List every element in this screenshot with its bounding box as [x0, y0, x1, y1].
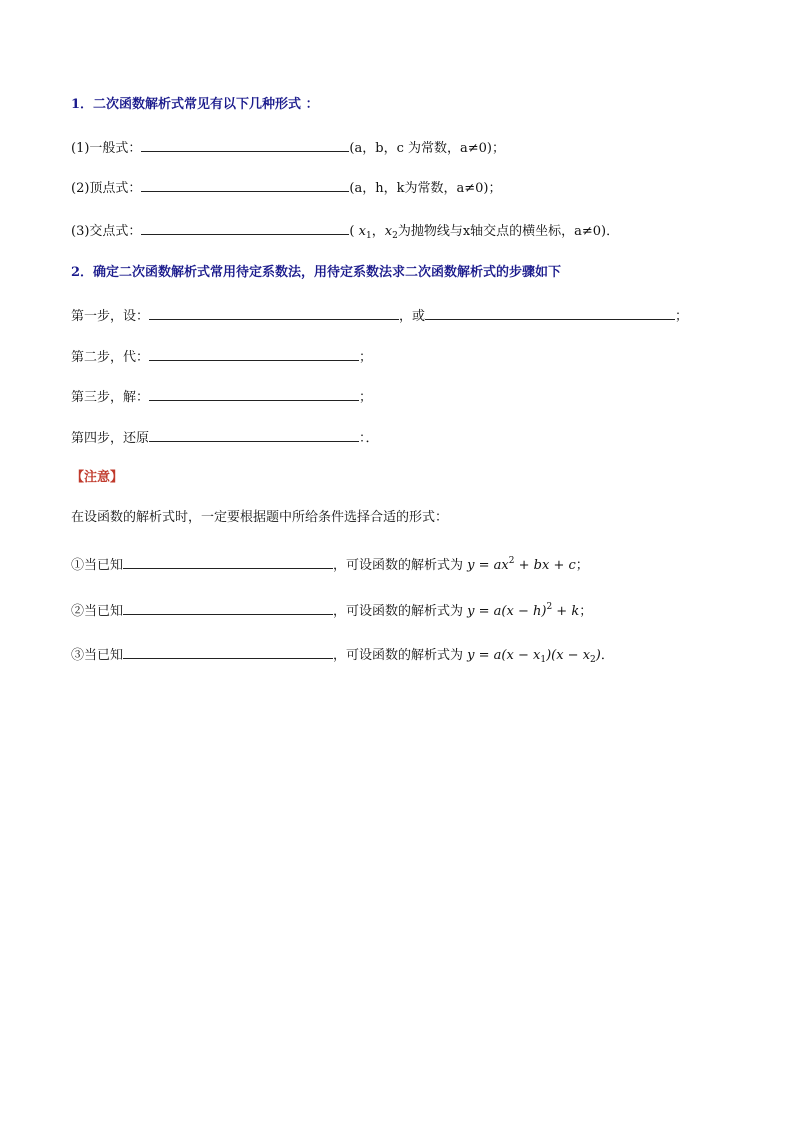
step1-blank-a[interactable]: [149, 307, 399, 320]
step3-end: ；: [359, 390, 373, 405]
formula-general: $y = ax^2$ + bx + c: [467, 556, 576, 573]
general-form-blank[interactable]: [141, 139, 349, 152]
x1-symbol: x: [358, 224, 366, 239]
intercept-form-note: 为抛物线与x轴交点的横坐标，a≠0)．: [397, 224, 620, 239]
note-item-1-end: ；: [575, 558, 589, 573]
step1-blank-b[interactable]: [425, 307, 675, 320]
step1-line: [71, 307, 688, 325]
note-item-1-blank[interactable]: [123, 556, 333, 569]
x1-subscript: 1: [365, 231, 372, 241]
note-item-3: [71, 646, 614, 668]
intercept-sep: ，: [371, 224, 385, 239]
step1-end: ；: [675, 309, 689, 324]
formula-vertex: $y = a(x - h)^2 + k$: [467, 602, 580, 619]
note-item-2-prefix: ②当已知: [71, 604, 124, 619]
step3-line: [71, 388, 372, 406]
x2-symbol: x: [384, 224, 393, 239]
step4-end: ：．: [359, 431, 379, 446]
note-item-3-end: ．: [600, 648, 614, 663]
note-item-3-text: ，可设函数的解析式为: [333, 648, 464, 663]
formula-intercept: $y = a(x - x_1)(x - x_2)$: [467, 648, 601, 665]
note-item-2-text: ，可设函数的解析式为: [333, 604, 464, 619]
vertex-form-label: (2)顶点式：: [71, 181, 142, 196]
step4-label: 第四步，还原: [71, 431, 150, 446]
note-item-3-prefix: ③当已知: [71, 648, 124, 663]
vertex-form-line: [71, 179, 501, 197]
step3-blank[interactable]: [149, 388, 359, 401]
general-form-line: [71, 139, 505, 157]
intercept-form-line: [71, 222, 619, 244]
step2-end: ；: [359, 350, 373, 365]
step2-blank[interactable]: [149, 348, 359, 361]
general-form-label: (1)一般式：: [71, 141, 142, 156]
note-item-1-prefix: ①当已知: [71, 558, 124, 573]
step4-blank[interactable]: [149, 429, 359, 442]
intercept-form-blank[interactable]: [141, 222, 349, 235]
step1-or: ，或: [399, 309, 426, 324]
note-label: 【注意】: [71, 470, 124, 485]
step3-label: 第三步，解：: [71, 390, 150, 405]
note-item-2-blank[interactable]: [123, 602, 333, 615]
step4-line: [71, 429, 379, 447]
step2-line: [71, 348, 372, 366]
note-item-2-end: ；: [579, 604, 593, 619]
section2-heading: 2．确定二次函数解析式常用待定系数法，用待定系数法求二次函数解析式的步骤如下: [71, 265, 562, 280]
general-form-note: (a，b，c 为常数，a≠0)；: [349, 141, 505, 156]
x2-subscript: 2: [392, 231, 398, 241]
note-item-2: [71, 599, 592, 620]
vertex-form-blank[interactable]: [141, 179, 349, 192]
step1-label: 第一步，设：: [71, 309, 150, 324]
vertex-form-note: (a，h，k为常数，a≠0)；: [349, 181, 502, 196]
note-intro: 在设函数的解析式时，一定要根据题中所给条件选择合适的形式：: [71, 510, 449, 525]
note-item-1-text: ，可设函数的解析式为: [333, 558, 464, 573]
section1-heading: 1．二次函数解析式常见有以下几种形式 ：: [71, 97, 319, 112]
intercept-open: (: [349, 224, 355, 239]
intercept-form-label: (3)交点式：: [71, 224, 142, 239]
note-item-3-blank[interactable]: [123, 646, 333, 659]
note-item-1: [71, 553, 589, 574]
step2-label: 第二步，代：: [71, 350, 150, 365]
